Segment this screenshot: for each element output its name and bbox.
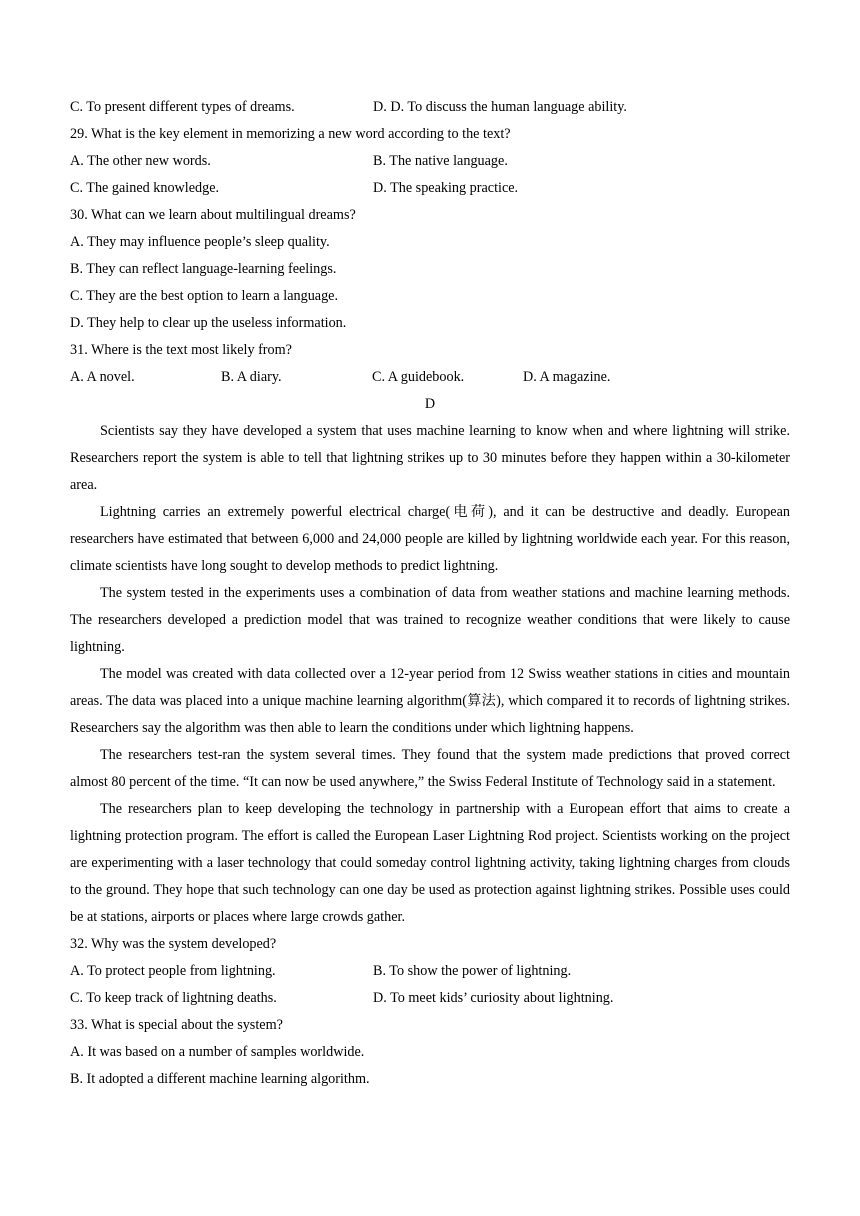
option-b: B. They can reflect language-learning feelings. bbox=[70, 261, 337, 277]
option-d: D. They help to clear up the useless information. bbox=[70, 315, 347, 331]
option-c: C. They are the best option to learn a language. bbox=[70, 288, 339, 304]
q32-options-row-2 bbox=[70, 985, 790, 1012]
option-a: A. A novel. bbox=[70, 369, 135, 385]
question-33-stem: 33. What is special about the system? bbox=[70, 1017, 283, 1033]
passage-paragraph: The researchers plan to keep developing the technology in partnership with a European effort that aims to create a lightning protection program. The effort is called the European Laser Lightning Rod project. Scientists working on the project are experimenting with a laser technology that could someday control lightning activity, taking lightning charges from clouds to the ground. They hope that such technology can one day be used as protection against lightning strikes. Possible uses could be at stations, airports or places where large crowds gather. bbox=[70, 801, 790, 925]
option-d: D. The speaking practice. bbox=[373, 180, 519, 196]
question-31-stem: 31. Where is the text most likely from? bbox=[70, 342, 292, 358]
q29-options-row-2 bbox=[70, 175, 790, 202]
passage-paragraph: The system tested in the experiments uses a combination of data from weather stations and machine learning methods. The researchers developed a prediction model that was trained to recognize weather conditions that were likely to cause lightning. bbox=[70, 585, 790, 655]
question-30-stem: 30. What can we learn about multilingual dreams? bbox=[70, 207, 356, 223]
option-d: D. D. To discuss the human language ability. bbox=[373, 99, 627, 115]
option-c: C. The gained knowledge. bbox=[70, 180, 220, 196]
option-d: D. To meet kids’ curiosity about lightning. bbox=[373, 990, 614, 1006]
option-c: C. To present different types of dreams. bbox=[70, 99, 295, 115]
q28-options-row bbox=[70, 94, 790, 121]
option-b: B. The native language. bbox=[373, 153, 508, 169]
option-d: D. A magazine. bbox=[523, 369, 611, 385]
passage-paragraph: The researchers test-ran the system several times. They found that the system made predictions that proved correct almost 80 percent of the time. “It can now be used anywhere,” the Swiss Federal Institute of Technology said in a statement. bbox=[70, 747, 790, 790]
q32-options-row-1 bbox=[70, 958, 790, 985]
option-a: A. It was based on a number of samples worldwide. bbox=[70, 1044, 365, 1060]
question-29-stem: 29. What is the key element in memorizing a new word according to the text? bbox=[70, 126, 511, 142]
question-32-stem: 32. Why was the system developed? bbox=[70, 936, 277, 952]
option-b: B. A diary. bbox=[221, 369, 282, 385]
option-a: A. They may influence people’s sleep quality. bbox=[70, 234, 330, 250]
q29-options-row-1 bbox=[70, 148, 790, 175]
option-a: A. The other new words. bbox=[70, 153, 211, 169]
option-c: C. A guidebook. bbox=[372, 369, 465, 385]
option-b: B. To show the power of lightning. bbox=[373, 963, 572, 979]
option-b: B. It adopted a different machine learning algorithm. bbox=[70, 1071, 370, 1087]
passage-paragraph: The model was created with data collected over a 12-year period from 12 Swiss weather stations in cities and mountain areas. The data was placed into a unique machine learning algorithm(算法), which compared it to records of lightning strikes. Researchers say the algorithm was then able to learn the conditions under which lightning happens. bbox=[70, 666, 790, 736]
option-c: C. To keep track of lightning deaths. bbox=[70, 990, 277, 1006]
exam-page bbox=[70, 94, 790, 1093]
passage-paragraph: Lightning carries an extremely powerful electrical charge(电荷), and it can be destructive and deadly. European researchers have estimated that between 6,000 and 24,000 people are killed by lightning worldwide each year. For this reason, climate scientists have long sought to develop methods to predict lightning. bbox=[70, 504, 790, 574]
option-a: A. To protect people from lightning. bbox=[70, 963, 276, 979]
passage-paragraph: Scientists say they have developed a system that uses machine learning to know when and where lightning will strike. Researchers report the system is able to tell that lightning strikes up to 30 minutes before they happen within a 30-kilometer area. bbox=[70, 423, 790, 493]
section-label: D bbox=[424, 396, 436, 412]
q31-options-row bbox=[70, 364, 790, 391]
